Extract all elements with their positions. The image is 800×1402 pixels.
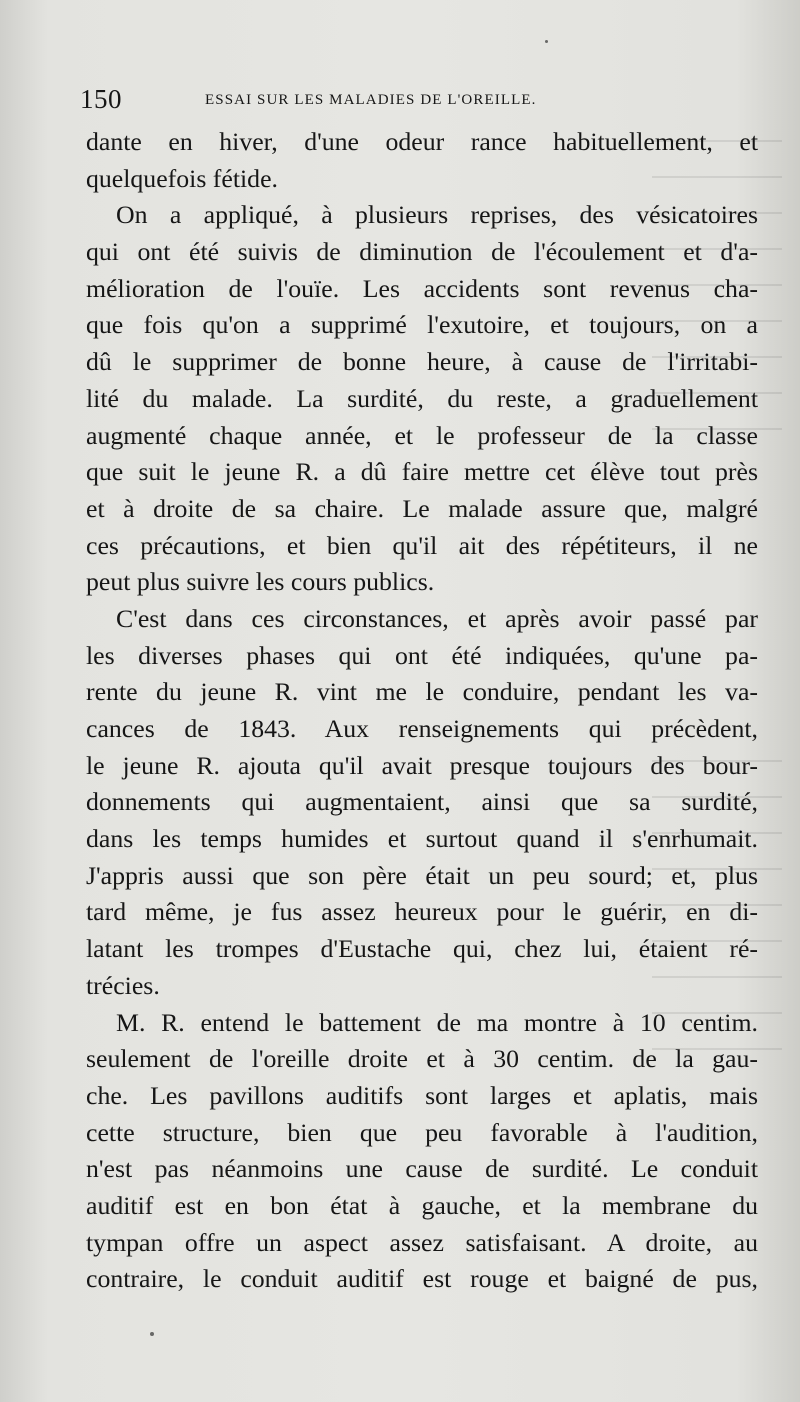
text-line: donnements qui augmentaient, ainsi que sa surdité, bbox=[86, 787, 758, 817]
text-line: seulement de l'oreille droite et à 30 centim. de la gau- bbox=[86, 1044, 758, 1074]
ink-speck bbox=[150, 1332, 154, 1336]
text-line: dans les temps humides et surtout quand il s'enrhumait. bbox=[86, 824, 758, 854]
text-line: et à droite de sa chaire. Le malade assure que, malgré bbox=[86, 493, 758, 523]
text-line: que suit le jeune R. a dû faire mettre cet élève tout près bbox=[86, 457, 758, 487]
text-line: quelquefois fétide. bbox=[86, 163, 278, 193]
text-line: auditif est en bon état à gauche, et la membrane du bbox=[86, 1190, 758, 1220]
text-line: que fois qu'on a supprimé l'exutoire, et toujours, on a bbox=[86, 310, 758, 340]
text-line: cette structure, bien que peu favorable à l'audition, bbox=[86, 1117, 758, 1147]
text-line: augmenté chaque année, et le professeur de la classe bbox=[86, 420, 758, 450]
text-line: le jeune R. ajouta qu'il avait presque toujours des bour- bbox=[86, 750, 758, 780]
text-line: mélioration de l'ouïe. Les accidents sont revenus cha- bbox=[86, 273, 758, 303]
text-line: cances de 1843. Aux renseignements qui précèdent, bbox=[86, 714, 758, 743]
text-line: dû le supprimer de bonne heure, à cause de l'irritabi- bbox=[86, 347, 758, 377]
text-line: trécies. bbox=[86, 970, 160, 1000]
text-line: rente du jeune R. vint me le conduire, pendant les va- bbox=[86, 677, 758, 707]
text-line: peut plus suivre les cours publics. bbox=[86, 567, 435, 597]
text-line: J'appris aussi que son père était un peu sourd; et, plus bbox=[86, 860, 758, 890]
text-line: C'est dans ces circonstances, et après avoir passé par bbox=[116, 603, 758, 633]
text-line: che. Les pavillons auditifs sont larges et aplatis, mais bbox=[86, 1080, 758, 1110]
body-text bbox=[86, 124, 758, 1298]
text-line: On a appliqué, à plusieurs reprises, des vésicatoires bbox=[116, 200, 758, 230]
page-number: 150 bbox=[80, 84, 122, 114]
ink-speck bbox=[545, 40, 548, 43]
text-line: contraire, le conduit auditif est rouge et baigné de pus, bbox=[86, 1264, 758, 1294]
text-line: les diverses phases qui ont été indiquées, qu'une pa- bbox=[86, 640, 758, 670]
running-title: ESSAI SUR LES MALADIES DE L'OREILLE. bbox=[205, 92, 537, 108]
text-line: n'est pas néanmoins une cause de surdité. Le conduit bbox=[86, 1154, 758, 1184]
text-line: tard même, je fus assez heureux pour le guérir, en di- bbox=[86, 897, 758, 927]
text-line: latant les trompes d'Eustache qui, chez lui, étaient ré- bbox=[86, 934, 758, 964]
text-line: ces précautions, et bien qu'il ait des répétiteurs, il ne bbox=[86, 530, 758, 560]
text-line: tympan offre un aspect assez satisfaisant. A droite, au bbox=[86, 1227, 758, 1257]
text-line: lité du malade. La surdité, du reste, a graduellement bbox=[86, 383, 758, 413]
text-line: M. R. entend le battement de ma montre à 10 centim. bbox=[116, 1007, 758, 1037]
page-header bbox=[80, 84, 760, 114]
text-line: qui ont été suivis de diminution de l'écoulement et d'a- bbox=[86, 237, 758, 267]
text-line: dante en hiver, d'une odeur rance habituellement, et bbox=[86, 127, 758, 156]
